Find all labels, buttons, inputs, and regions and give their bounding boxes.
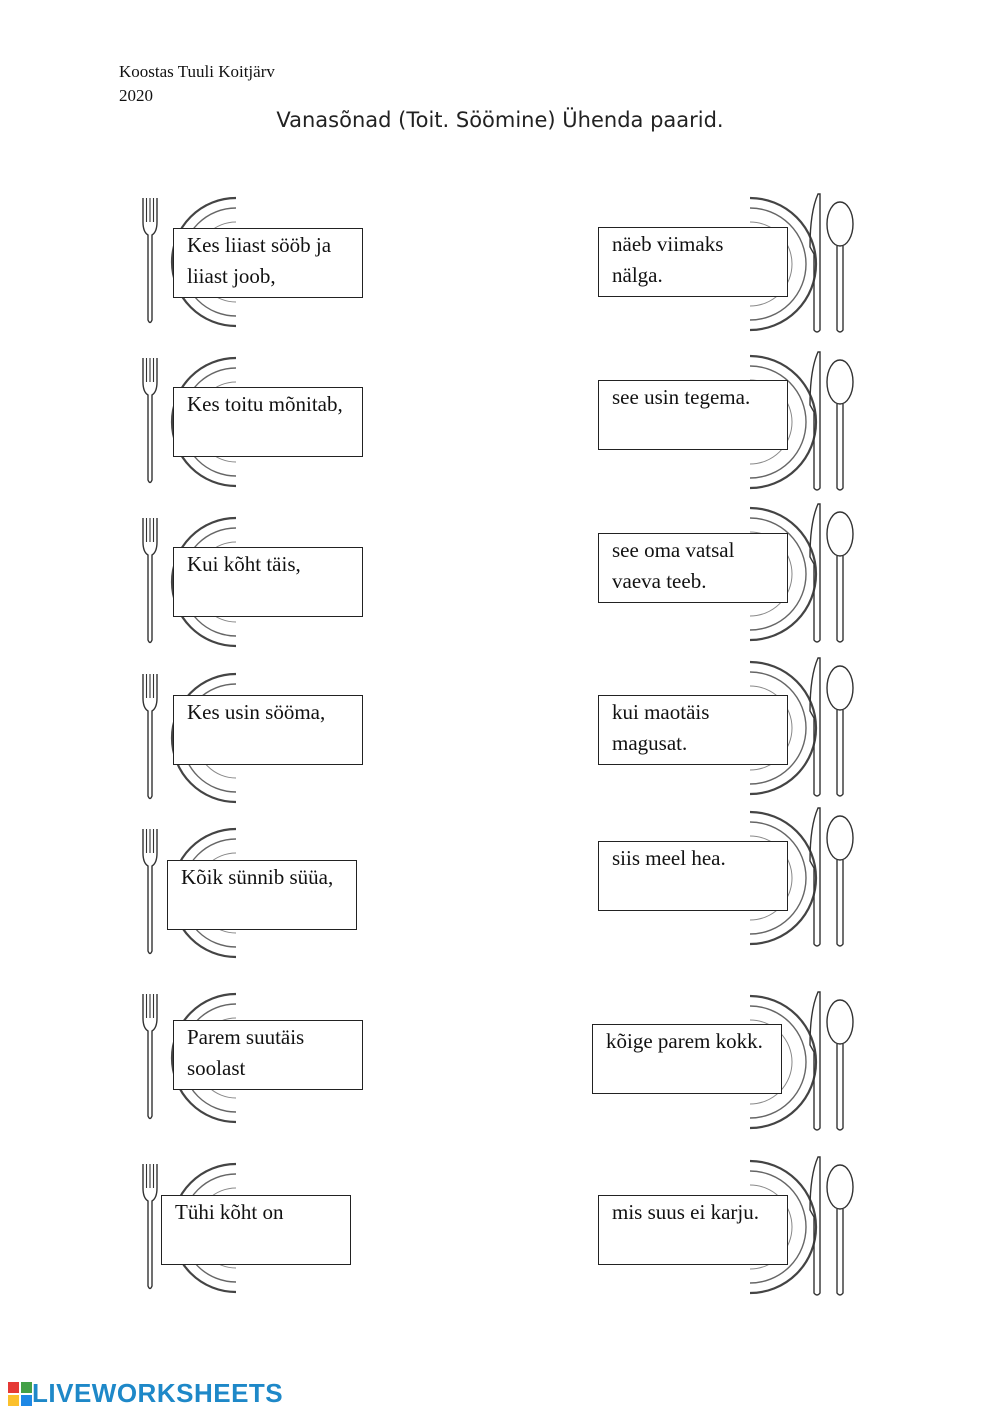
left-proverb-box-4[interactable] <box>173 695 363 765</box>
right-proverb-text: mis suus ei karju. <box>612 1200 759 1224</box>
left-proverb-text: Kõik sünnib süüa, <box>181 865 334 889</box>
footer-brand-text: LIVEWORKSHEETS <box>32 1378 284 1408</box>
left-proverb-box-6[interactable] <box>173 1020 363 1090</box>
right-proverb-box-5[interactable] <box>598 841 788 911</box>
left-proverb-box-1[interactable] <box>173 228 363 298</box>
left-proverb-box-2[interactable] <box>173 387 363 457</box>
left-proverb-box-5[interactable] <box>167 860 357 930</box>
right-proverb-text: see usin tegema. <box>612 385 751 409</box>
right-proverb-box-4[interactable] <box>598 695 788 765</box>
right-proverb-box-6[interactable] <box>592 1024 782 1094</box>
author-credit <box>119 60 275 108</box>
left-proverb-text: Tühi kõht on <box>175 1200 284 1224</box>
left-proverb-text: Kes usin sööma, <box>187 700 326 724</box>
right-proverb-box-1[interactable] <box>598 227 788 297</box>
footer-brand <box>8 1378 283 1409</box>
right-proverb-text: siis meel hea. <box>612 846 726 870</box>
left-proverb-text: Kes liiast sööb ja liiast joob, <box>187 233 332 288</box>
author-name: Koostas Tuuli Koitjärv <box>119 62 275 81</box>
right-proverb-box-2[interactable] <box>598 380 788 450</box>
left-proverb-text: Parem suutäis soolast <box>187 1025 305 1080</box>
right-proverb-text: kui maotäis magusat. <box>612 700 710 755</box>
right-proverb-text: kõige parem kokk. <box>606 1029 763 1053</box>
left-proverb-box-3[interactable] <box>173 547 363 617</box>
right-proverb-box-3[interactable] <box>598 533 788 603</box>
left-proverb-box-7[interactable] <box>161 1195 351 1265</box>
right-proverb-box-7[interactable] <box>598 1195 788 1265</box>
left-proverb-text: Kui kõht täis, <box>187 552 301 576</box>
right-proverb-text: see oma vatsal vaeva teeb. <box>612 538 735 593</box>
worksheet-title: Vanasõnad (Toit. Söömine) Ühenda paarid. <box>276 108 724 132</box>
right-proverb-text: näeb viimaks nälga. <box>612 232 724 287</box>
liveworksheets-logo-icon <box>8 1382 32 1406</box>
author-year: 2020 <box>119 86 153 105</box>
left-proverb-text: Kes toitu mõnitab, <box>187 392 343 416</box>
